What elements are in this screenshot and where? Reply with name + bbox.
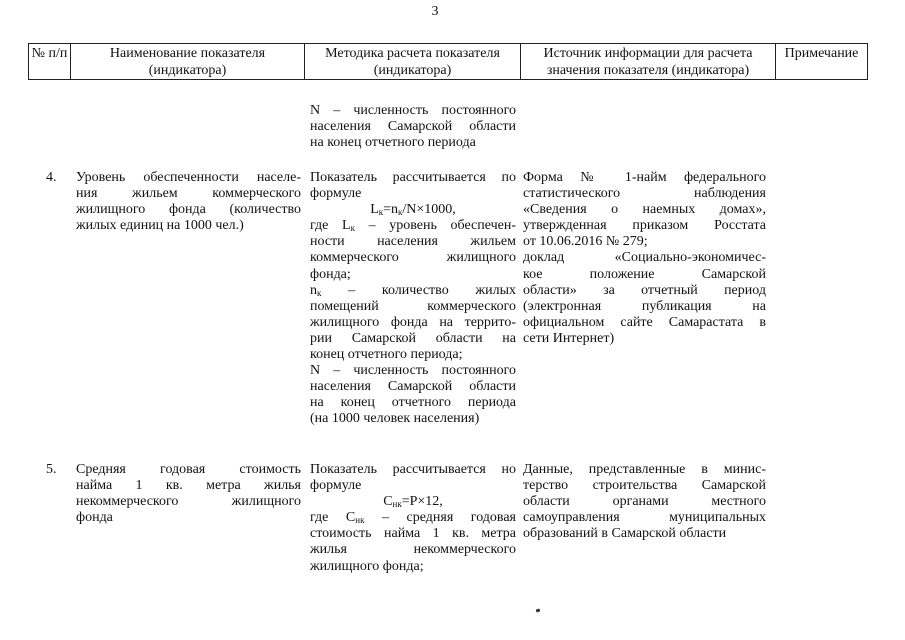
text-line: населения Самарской области [310,119,516,135]
text-line: образований в Самарской области [523,526,727,542]
text-line: терство строительства Самарской [523,478,766,494]
text-line: N – численность постоянного [310,363,516,379]
source-cell [523,170,766,347]
text-line: Данные, представленные в минис- [523,462,766,477]
table-header [28,43,868,80]
formula: $L_к=n_к/N\times 1000$, [370,202,456,218]
text-line: ния жильем коммерческого [76,186,301,202]
text-line: некоммерческого жилищного [76,494,301,510]
text-line: на конец отчетного периода [310,135,476,151]
text-line: формуле [310,186,362,202]
continuation-method-cell [310,103,516,151]
text-line: жилых единиц на 1000 чел.) [76,218,244,234]
scan-speck [536,608,541,612]
text-line: самоуправления муниципальных [523,510,766,526]
text-line: конец отчетного периода; [310,347,463,363]
method-cell [310,462,516,575]
text-line: жилищного фонда на террито- [310,314,516,330]
text-line: $n_к$ – количество жилых [310,282,516,298]
text-line: где $L_к$ – уровень обеспечен- [310,218,516,234]
text-line: коммерческого жилищного [310,250,516,266]
header-col-note: Примечание [776,44,868,80]
row-number: 4. [46,170,57,185]
text-line: Форма № 1-найм федерального [523,170,766,185]
indicator-name-cell [76,462,301,526]
text-line: (электронная публикация на [523,298,766,314]
text-line: рии Самарской области на [310,330,516,346]
text-line: помещений коммерческого [310,298,516,314]
header-col-source: Источник информации для расчета значения показателя (индикатора) [521,44,776,80]
row-number: 5. [46,462,57,477]
text-line: Средняя годовая стоимость [76,462,301,477]
text-line: населения Самарской области [310,379,516,395]
text-line: от 10.06.2016 № 279; [523,234,648,250]
text-line: области» за отчетный период [523,282,766,298]
page-number: 3 [431,4,439,19]
text-line: утвержденная приказом Росстата [523,218,766,234]
method-cell [310,170,516,428]
text-line: области органами местного [523,494,766,510]
text-line: Показатель рассчитывается по [310,170,516,185]
text-line: жилья некоммерческого [310,542,516,558]
text-line: где $С_{нк}$ – средняя годовая [310,510,516,526]
text-line: на конец отчетного периода [310,395,516,411]
header-col-name: Наименование показателя (индикатора) [71,44,305,80]
header-col-method: Методика расчета показателя (индикатора) [305,44,521,80]
text-line: стоимость найма 1 кв. метра [310,526,516,542]
text-line: найма 1 кв. метра жилья [76,478,301,494]
text-line: жилищного фонда (количество [76,202,301,218]
text-line: жилищного фонда; [310,558,424,574]
indicator-name-cell [76,170,301,234]
text-line: формуле [310,478,362,494]
text-line: «Сведения о наемных домах», [523,202,766,218]
text-line: сети Интернет) [523,330,615,346]
text-line: Уровень обеспеченности населе- [76,170,301,185]
text-line: фонда [76,510,113,526]
formula: $С_{нк}=Р\times 12$, [383,494,443,510]
header-col-number: № п/п [29,44,71,80]
text-line: (на 1000 человек населения) [310,411,480,427]
text-line: статистического наблюдения [523,186,766,202]
text-line: N – численность постоянного [310,103,516,118]
text-line: кое положение Самарской [523,266,766,282]
text-line: Показатель рассчитывается но [310,462,516,477]
text-line: ности населения жильем [310,234,516,250]
text-line: официальном сайте Самарастата в [523,314,766,330]
source-cell [523,462,766,542]
text-line: фонда; [310,266,351,282]
text-line: доклад «Социально-экономичес- [523,250,766,266]
